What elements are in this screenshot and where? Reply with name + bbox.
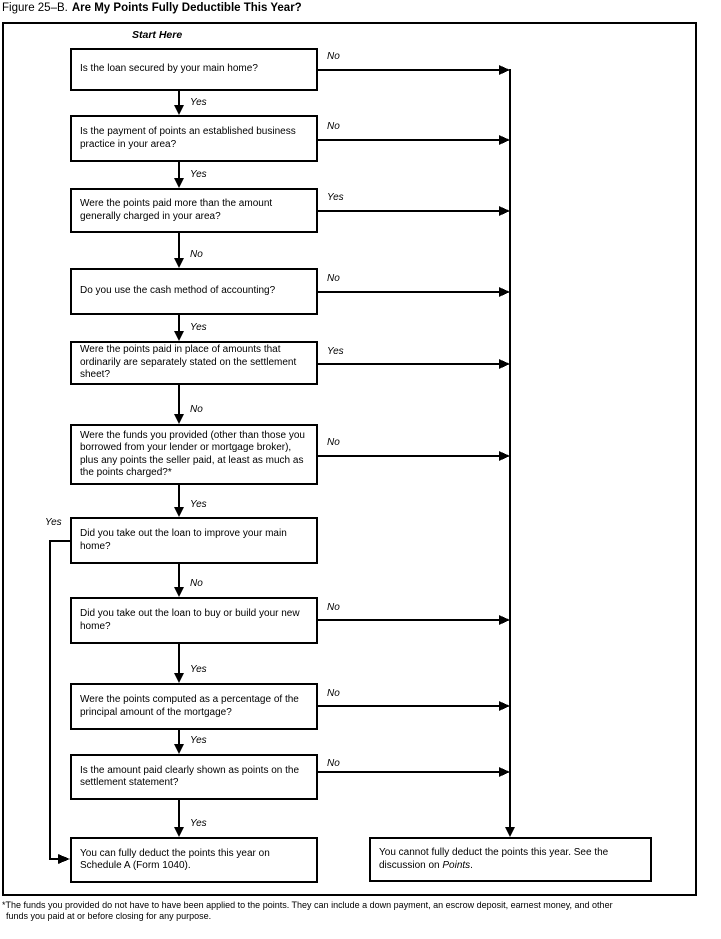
branch-label-q1: No	[327, 51, 340, 62]
question-box-loan-improve-home: Did you take out the loan to improve your main home?	[70, 517, 318, 564]
branch-label-q3: Yes	[327, 192, 344, 203]
down-label-q2: Yes	[190, 169, 207, 180]
down-label-q7: No	[190, 578, 203, 589]
down-label-q4: Yes	[190, 322, 207, 333]
question-box-points-percentage: Were the points computed as a percentage of the principal amount of the mortgage?	[70, 683, 318, 730]
page-title	[2, 2, 302, 14]
figure-number: Figure 25–B.	[2, 2, 68, 14]
down-label-q3: No	[190, 249, 203, 260]
question-box-cash-method: Do you use the cash method of accounting?	[70, 268, 318, 315]
footnote-line-1: *The funds you provided do not have to have been applied to the points. They can include a down payment, an escrow deposit, earnest money, and other	[2, 900, 613, 910]
footnote-line-2: funds you paid at or before closing for any purpose.	[6, 911, 212, 921]
question-box-funds-provided: Were the funds you provided (other than those you borrowed from your lender or mortgage broker), plus any points the seller paid, at least as much as the points charged?*	[70, 424, 318, 485]
branch-label-q2: No	[327, 121, 340, 132]
branch-label-q4: No	[327, 273, 340, 284]
branch-label-q5: Yes	[327, 346, 344, 357]
points-reference: Points	[442, 859, 471, 871]
result-box-not-deductible: You cannot fully deduct the points this year. See the discussion on Points.	[369, 837, 652, 882]
result-box-deductible: You can fully deduct the points this year on Schedule A (Form 1040).	[70, 837, 318, 883]
question-box-points-shown-settlement: Is the amount paid clearly shown as points on the settlement statement?	[70, 754, 318, 800]
down-label-q6: Yes	[190, 499, 207, 510]
bypass-label-q7-yes: Yes	[45, 517, 62, 528]
branch-label-q10: No	[327, 758, 340, 769]
down-label-q1: Yes	[190, 97, 207, 108]
figure-title: Are My Points Fully Deductible This Year?	[71, 2, 302, 14]
down-label-q8: Yes	[190, 664, 207, 675]
question-box-points-in-place-of-amounts: Were the points paid in place of amounts that ordinarily are separately stated on the settlement sheet?	[70, 341, 318, 385]
question-box-established-practice: Is the payment of points an established business practice in your area?	[70, 115, 318, 162]
question-box-loan-secured: Is the loan secured by your main home?	[70, 48, 318, 91]
start-here-label: Start Here	[132, 29, 183, 41]
down-label-q5: No	[190, 404, 203, 415]
branch-label-q9: No	[327, 688, 340, 699]
down-label-q9: Yes	[190, 735, 207, 746]
question-box-loan-buy-build: Did you take out the loan to buy or build your new home?	[70, 597, 318, 644]
footnote	[2, 900, 717, 922]
branch-label-q6: No	[327, 437, 340, 448]
question-box-points-more-than-charged: Were the points paid more than the amount generally charged in your area?	[70, 188, 318, 233]
branch-label-q8: No	[327, 602, 340, 613]
down-label-q10: Yes	[190, 818, 207, 829]
